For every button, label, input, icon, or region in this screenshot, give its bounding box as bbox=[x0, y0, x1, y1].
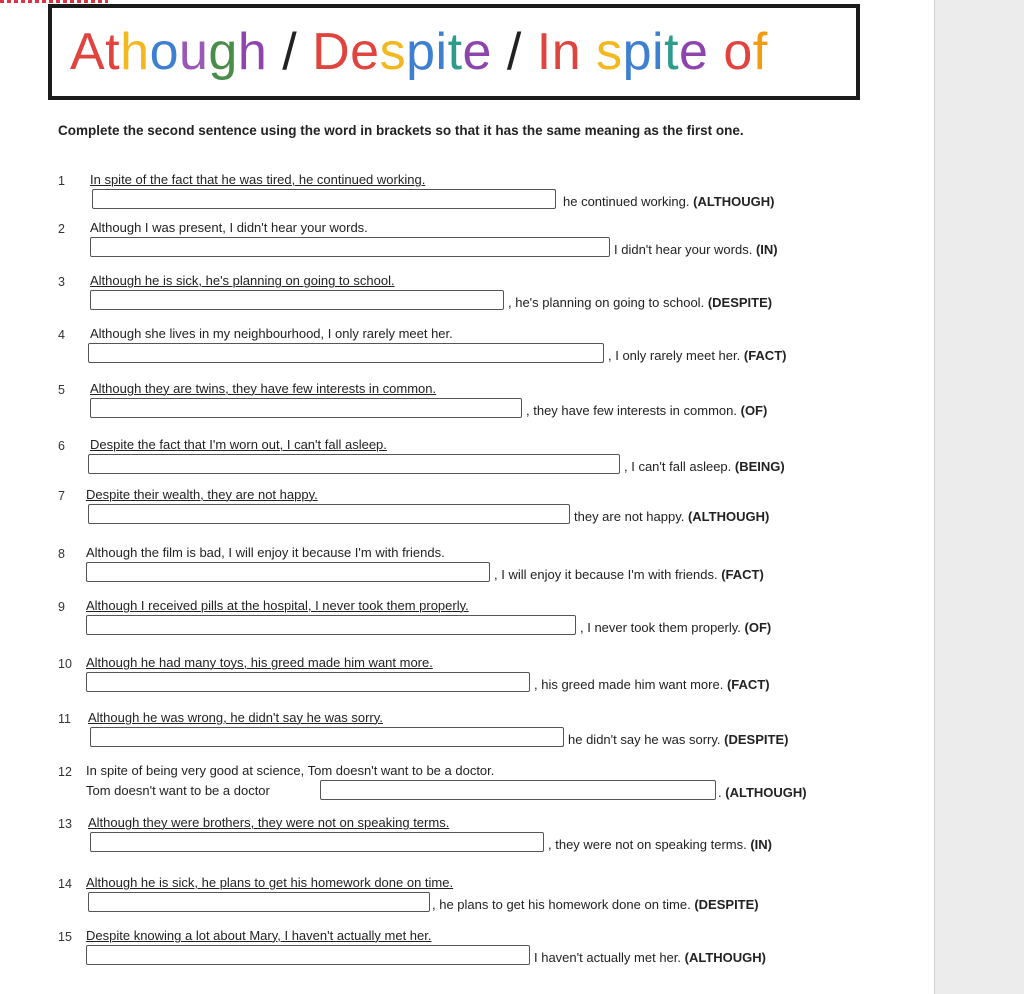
keyword-hint: (OF) bbox=[740, 403, 768, 418]
keyword-hint: (OF) bbox=[744, 620, 772, 635]
worksheet-title bbox=[70, 22, 768, 82]
continuation-text: , they were not on speaking terms. bbox=[548, 837, 747, 852]
title-segment: e bbox=[679, 23, 724, 81]
sentence-continuation bbox=[534, 950, 766, 965]
keyword-hint: (DESPITE) bbox=[707, 295, 773, 310]
continuation-text: . bbox=[718, 785, 722, 800]
title-box bbox=[48, 4, 860, 100]
sentence-continuation bbox=[494, 567, 764, 582]
title-segment: p bbox=[622, 23, 653, 81]
answer-input[interactable] bbox=[90, 237, 610, 257]
question-number: 11 bbox=[58, 712, 71, 726]
answer-input[interactable] bbox=[90, 290, 504, 310]
answer-input[interactable] bbox=[86, 615, 576, 635]
keyword-hint: (IN) bbox=[755, 242, 778, 257]
answer-input[interactable] bbox=[86, 945, 530, 965]
answer-input[interactable] bbox=[88, 454, 620, 474]
sentence-continuation bbox=[614, 242, 778, 257]
keyword-hint: (ALTHOUGH) bbox=[693, 194, 775, 209]
answer-input[interactable] bbox=[90, 398, 522, 418]
title-segment: u bbox=[178, 23, 209, 81]
sentence-continuation bbox=[574, 509, 769, 524]
continuation-text: they are not happy. bbox=[574, 509, 685, 524]
title-segment: De bbox=[312, 23, 380, 81]
original-sentence: Despite the fact that I'm worn out, I can't fall asleep. bbox=[90, 437, 387, 452]
title-segment: o bbox=[723, 23, 753, 81]
question-number: 3 bbox=[58, 275, 65, 289]
sentence-continuation bbox=[608, 348, 786, 363]
sentence-continuation bbox=[508, 295, 772, 310]
keyword-hint: (ALTHOUGH) bbox=[687, 509, 770, 524]
title-segment: o bbox=[149, 23, 179, 81]
sentence-continuation bbox=[580, 620, 771, 635]
sentence-continuation bbox=[563, 194, 774, 209]
answer-input[interactable] bbox=[86, 562, 490, 582]
question-number: 2 bbox=[58, 222, 65, 236]
continuation-text: he continued working. bbox=[563, 194, 690, 209]
original-sentence: Although they were brothers, they were not on speaking terms. bbox=[88, 815, 450, 830]
continuation-text: I didn't hear your words. bbox=[614, 242, 753, 257]
answer-input[interactable] bbox=[90, 727, 564, 747]
title-segment: t bbox=[447, 23, 463, 81]
keyword-hint: (DESPITE) bbox=[724, 732, 789, 747]
sentence-continuation bbox=[548, 837, 772, 852]
title-segment: f bbox=[752, 23, 768, 81]
original-sentence: Despite their wealth, they are not happy. bbox=[86, 487, 318, 502]
question-number: 12 bbox=[58, 765, 72, 779]
sentence-continuation bbox=[718, 785, 807, 800]
continuation-text: , they have few interests in common. bbox=[526, 403, 737, 418]
continuation-text: , I will enjoy it because I'm with friends. bbox=[494, 567, 718, 582]
corner-decoration bbox=[0, 0, 108, 3]
answer-input[interactable] bbox=[88, 504, 570, 524]
original-sentence: Although he had many toys, his greed made him want more. bbox=[86, 655, 433, 670]
keyword-hint: (ALTHOUGH) bbox=[725, 785, 807, 800]
original-sentence: Although they are twins, they have few interests in common. bbox=[90, 381, 437, 396]
sentence-continuation bbox=[568, 732, 788, 747]
title-segment: At bbox=[70, 23, 121, 81]
continuation-text: , he's planning on going to school. bbox=[508, 295, 705, 310]
title-segment: s bbox=[379, 23, 407, 81]
continuation-text: , his greed made him want more. bbox=[534, 677, 724, 692]
original-sentence: In spite of the fact that he was tired, he continued working. bbox=[90, 172, 426, 187]
title-segment: n bbox=[551, 23, 597, 81]
title-segment: t bbox=[664, 23, 680, 81]
question-number: 15 bbox=[58, 930, 72, 944]
original-sentence: Although I was present, I didn't hear your words. bbox=[90, 220, 368, 235]
continuation-text: , I only rarely meet her. bbox=[608, 348, 741, 363]
keyword-hint: (FACT) bbox=[743, 348, 787, 363]
title-segment: h bbox=[237, 23, 268, 81]
sentence-continuation bbox=[624, 459, 785, 474]
original-sentence: In spite of being very good at science, Tom doesn't want to be a doctor. bbox=[86, 763, 495, 778]
question-number: 14 bbox=[58, 877, 72, 891]
keyword-hint: (FACT) bbox=[726, 677, 770, 692]
original-sentence: Although he is sick, he's planning on going to school. bbox=[90, 273, 395, 288]
keyword-hint: (IN) bbox=[750, 837, 773, 852]
keyword-hint: (FACT) bbox=[721, 567, 764, 582]
title-segment: / bbox=[267, 23, 313, 81]
title-segment: I bbox=[536, 23, 552, 81]
keyword-hint: (BEING) bbox=[734, 459, 785, 474]
continuation-text: I haven't actually met her. bbox=[534, 950, 682, 965]
sentence-continuation bbox=[526, 403, 767, 418]
question-number: 8 bbox=[58, 547, 65, 561]
question-number: 13 bbox=[58, 817, 72, 831]
original-sentence: Although he was wrong, he didn't say he was sorry. bbox=[88, 710, 383, 725]
answer-input[interactable] bbox=[320, 780, 716, 800]
keyword-hint: (ALTHOUGH) bbox=[684, 950, 766, 965]
original-sentence: Although she lives in my neighbourhood, I only rarely meet her. bbox=[90, 326, 453, 341]
original-sentence: Despite knowing a lot about Mary, I haven't actually met her. bbox=[86, 928, 432, 943]
answer-input[interactable] bbox=[88, 892, 430, 912]
instructions-text: Complete the second sentence using the word in brackets so that it has the same meaning as the first one. bbox=[58, 123, 744, 138]
question-number: 9 bbox=[58, 600, 65, 614]
answer-input[interactable] bbox=[90, 832, 544, 852]
continuation-text: , I can't fall asleep. bbox=[624, 459, 732, 474]
answer-input[interactable] bbox=[86, 672, 530, 692]
original-sentence: Although I received pills at the hospital, I never took them properly. bbox=[86, 598, 469, 613]
question-number: 5 bbox=[58, 383, 65, 397]
title-segment: p bbox=[406, 23, 436, 81]
question-number: 1 bbox=[58, 174, 65, 188]
title-segment: / bbox=[491, 23, 537, 81]
answer-input[interactable] bbox=[88, 343, 604, 363]
continuation-text: , he plans to get his homework done on time. bbox=[432, 897, 691, 912]
sentence-prefix: Tom doesn't want to be a doctor bbox=[86, 783, 270, 798]
question-number: 6 bbox=[58, 439, 65, 453]
question-number: 7 bbox=[58, 489, 65, 503]
question-number: 4 bbox=[58, 328, 65, 342]
sentence-continuation bbox=[432, 897, 759, 912]
sentence-continuation bbox=[534, 677, 770, 692]
title-segment: i bbox=[652, 23, 665, 81]
answer-input[interactable] bbox=[92, 189, 556, 209]
title-segment: i bbox=[435, 23, 448, 81]
original-sentence: Although he is sick, he plans to get his homework done on time. bbox=[86, 875, 454, 890]
title-segment: g bbox=[208, 23, 238, 81]
question-number: 10 bbox=[58, 657, 72, 671]
continuation-text: he didn't say he was sorry. bbox=[568, 732, 721, 747]
title-segment: h bbox=[120, 23, 150, 81]
keyword-hint: (DESPITE) bbox=[694, 897, 759, 912]
title-segment: e bbox=[462, 23, 492, 81]
title-segment: s bbox=[596, 23, 623, 81]
continuation-text: , I never took them properly. bbox=[580, 620, 741, 635]
original-sentence: Although the film is bad, I will enjoy it because I'm with friends. bbox=[86, 545, 445, 560]
